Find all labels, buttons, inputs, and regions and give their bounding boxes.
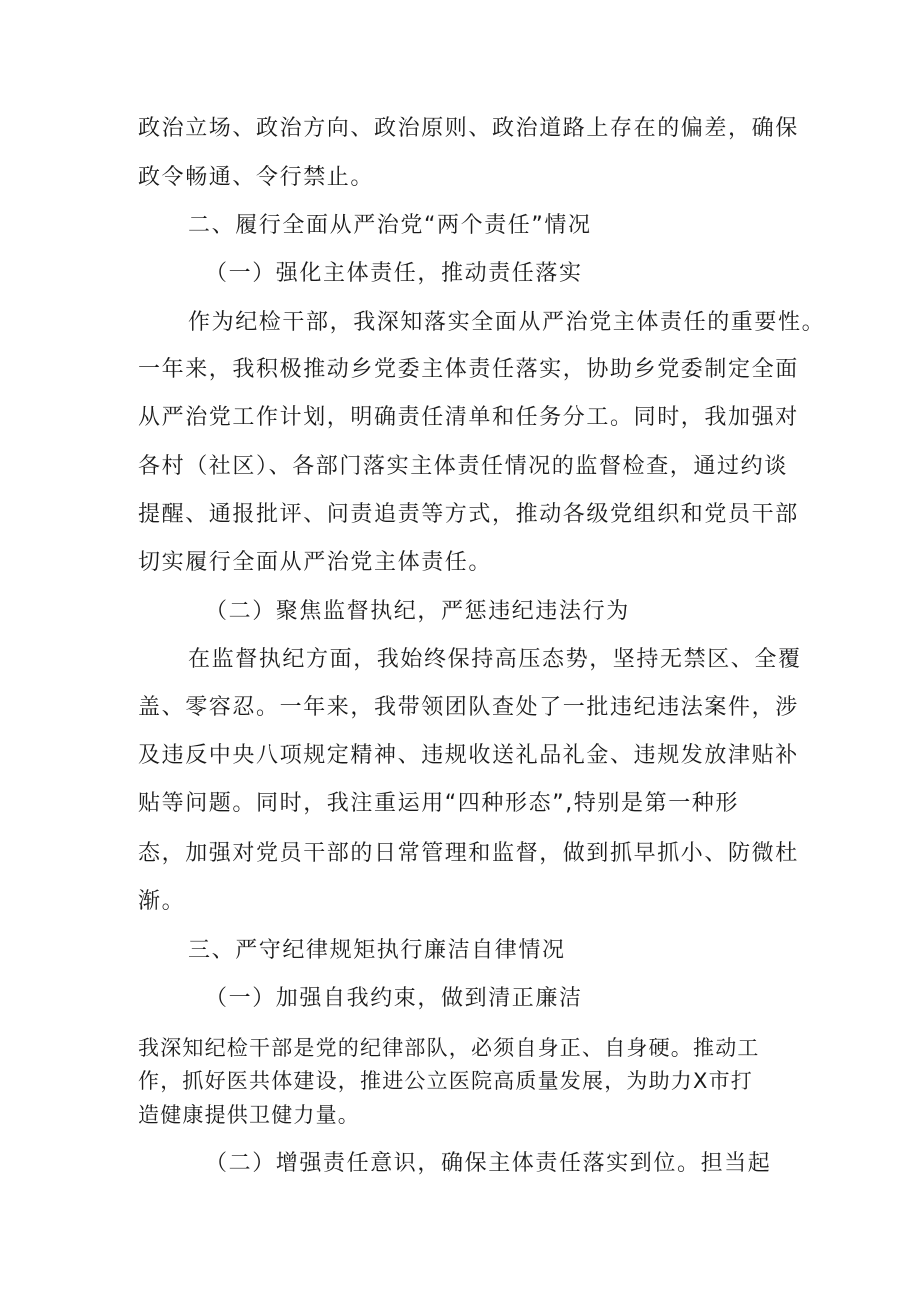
sub-two-para-line-4: 贴等问题。同时，我注重运用“四种形态”,特别是第一种形	[138, 791, 739, 816]
sub-one-para-line-2: 一年来，我积极推动乡党委主体责任落实，协助乡党委制定全面	[138, 357, 799, 382]
intro-line-2: 政令畅通、令行禁止。	[138, 165, 375, 190]
sub-two-para-line-6: 渐。	[138, 889, 186, 914]
sub-two-para-line-5: 态，加强对党员干部的日常管理和监督，做到抓早抓小、防微杜	[138, 841, 799, 866]
section-three-sub-two-heading-line: （二）增强责任意识，确保主体责任落实到位。担当起	[205, 1151, 772, 1176]
section-two-sub-one-heading: （一）强化主体责任，推动责任落实	[205, 261, 583, 286]
sec-three-sub-one-para-line-1: 我深知纪检干部是党的纪律部队，必须自身正、自身硬。推动工	[138, 1036, 760, 1060]
sub-one-para-line-4: 各村（社区）、各部门落实主体责任情况的监督检查，通过约谈	[138, 454, 788, 479]
sub-one-para-line-5: 提醒、通报批评、问责追责等方式，推动各级党组织和党员干部	[138, 502, 799, 527]
sec-three-sub-one-para-line-3: 造健康提供卫健力量。	[138, 1103, 360, 1127]
intro-line-1: 政治立场、政治方向、政治原则、政治道路上存在的偏差，确保	[138, 116, 799, 141]
section-two-sub-two-heading: （二）聚焦监督执纪，严惩违纪违法行为	[205, 599, 630, 624]
sub-one-para-line-3: 从严治党工作计划，明确责任清单和任务分工。同时，我加强对	[138, 405, 799, 430]
sub-two-para-line-3: 及违反中央八项规定精神、违规收送礼品礼金、违规发放津贴补	[138, 743, 799, 768]
sec-three-sub-one-para-line-2: 作，抓好医共体建设，推进公立医院高质量发展，为助力X市打	[138, 1069, 753, 1093]
section-three-heading: 三、严守纪律规矩执行廉洁自律情况	[188, 938, 566, 963]
sub-one-para-line-1: 作为纪检干部，我深知落实全面从严治党主体责任的重要性。	[188, 310, 826, 335]
sub-two-para-line-2: 盖、零容忍。一年来，我带领团队查处了一批违纪违法案件，涉	[138, 695, 799, 720]
sub-one-para-line-6: 切实履行全面从严治党主体责任。	[138, 550, 493, 575]
sub-two-para-line-1: 在监督执纪方面，我始终保持高压态势，坚持无禁区、全覆	[188, 647, 802, 672]
section-two-heading: 二、履行全面从严治党“两个责任”情况	[188, 213, 592, 238]
section-three-sub-one-heading: （一）加强自我约束，做到清正廉洁	[205, 986, 583, 1011]
